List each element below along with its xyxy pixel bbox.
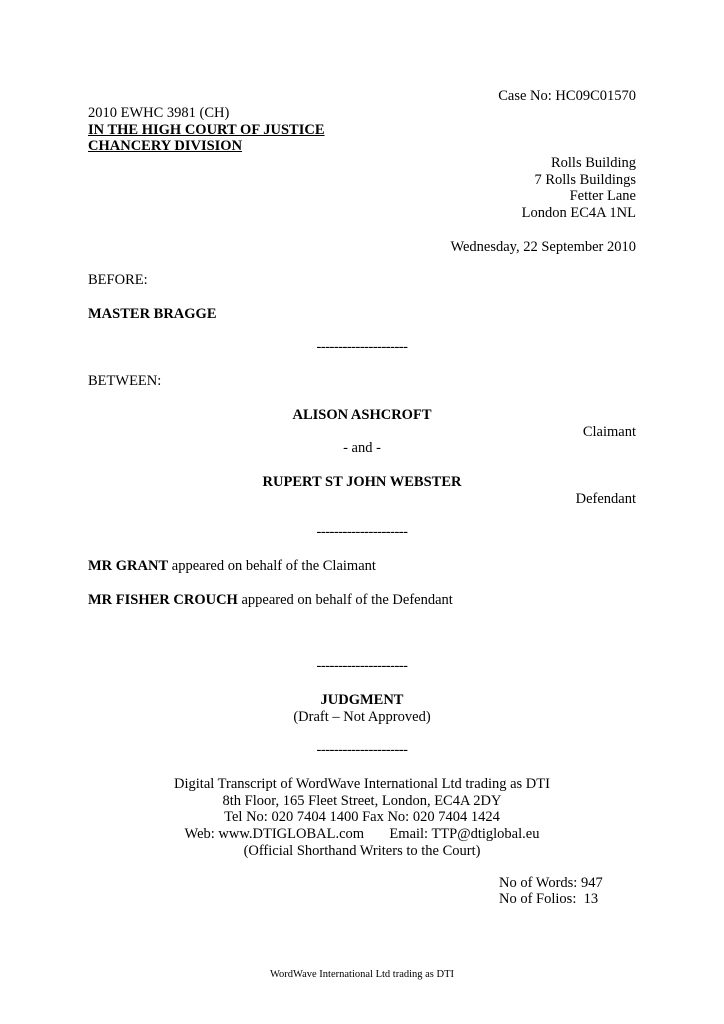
judge-name: MASTER BRAGGE: [88, 306, 217, 322]
appearance-claimant: [88, 558, 376, 575]
address-line-4: London EC4A 1NL: [521, 205, 636, 221]
appearance-defendant: [88, 592, 453, 609]
address-line-3: Fetter Lane: [569, 188, 636, 204]
appearance-text: appeared on behalf of the Claimant: [168, 558, 376, 574]
address-line-2: 7 Rolls Buildings: [534, 172, 636, 188]
separator: ---------------------: [316, 658, 408, 674]
transcriber-line-1: Digital Transcript of WordWave International Ltd trading as DTI: [174, 776, 550, 792]
judgment-title: JUDGMENT: [320, 692, 404, 708]
address-line-1: Rolls Building: [550, 155, 636, 171]
word-count: No of Words: 947: [499, 875, 603, 891]
before-label: BEFORE:: [88, 272, 148, 288]
transcriber-line-4: Web: www.DTIGLOBAL.com Email: TTP@dtiglobal.eu: [184, 826, 540, 842]
and-separator: - and -: [343, 440, 381, 456]
counsel-name: MR FISHER CROUCH: [88, 592, 238, 608]
transcriber-line-2: 8th Floor, 165 Fleet Street, London, EC4A 2DY: [222, 793, 502, 809]
page-footer: WordWave International Ltd trading as DTI: [269, 969, 455, 980]
hearing-date: Wednesday, 22 September 2010: [450, 239, 636, 255]
judgment-status: (Draft – Not Approved): [293, 709, 431, 725]
transcriber-line-5: (Official Shorthand Writers to the Court): [243, 843, 481, 859]
transcriber-line-3: Tel No: 020 7404 1400 Fax No: 020 7404 1424: [224, 809, 500, 825]
separator: ---------------------: [316, 339, 408, 355]
separator: ---------------------: [316, 742, 408, 758]
folio-count: No of Folios: 13: [499, 891, 599, 907]
defendant-name: RUPERT ST JOHN WEBSTER: [262, 474, 462, 490]
defendant-role: Defendant: [575, 491, 636, 507]
claimant-role: Claimant: [582, 424, 636, 440]
neutral-citation: 2010 EWHC 3981 (CH): [88, 105, 230, 121]
court-division: CHANCERY DIVISION: [88, 138, 243, 154]
case-number: Case No: HC09C01570: [498, 88, 636, 104]
counsel-name: MR GRANT: [88, 558, 169, 574]
between-label: BETWEEN:: [88, 373, 162, 389]
appearance-text: appeared on behalf of the Defendant: [237, 592, 453, 608]
separator: ---------------------: [316, 524, 408, 540]
court-name: IN THE HIGH COURT OF JUSTICE: [88, 122, 325, 138]
claimant-name: ALISON ASHCROFT: [292, 407, 432, 423]
